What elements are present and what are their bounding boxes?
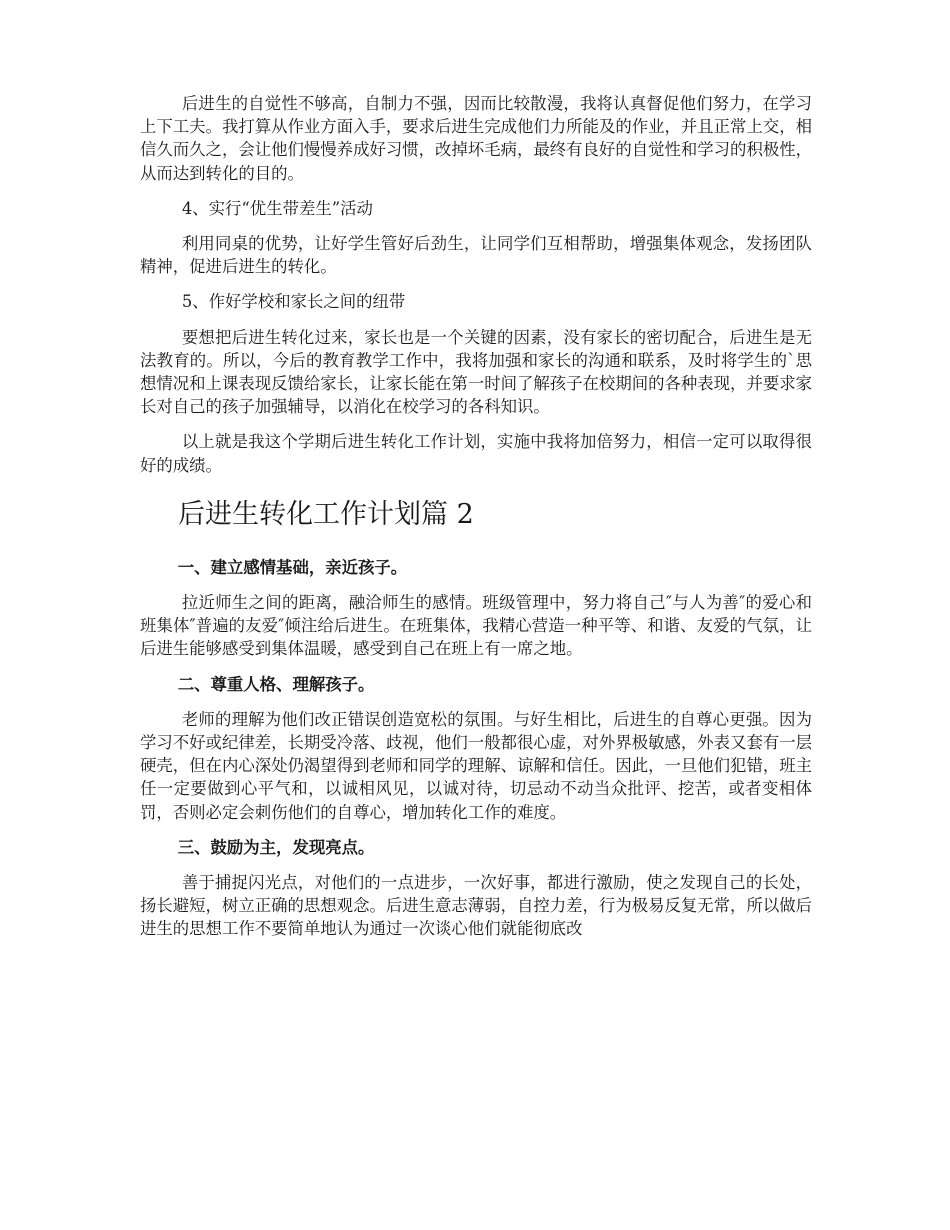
bold-heading-1: 一、建立感情基础，亲近孩子。 [177, 557, 408, 577]
paragraph-respect: 老师的理解为他们改正错误创造宽松的氛围。与好生相比，后进生的自尊心更强。因为学习不好或纪律差，长期受冷落、歧视，他们一般都很心虚，对外界极敏感，外表又套有一层硬壳，但在内心深处仍渴望得到老师和同学的理解、谅解和信任。因此，一旦他们犯错，班主任一定要做到心平气和，以诚相风见，以诚对待，切忌动不动当众批评、挖苦，或者变相体罚，否则必定会刺伤他们的自尊心，增加转化工作的难度。 [140, 709, 813, 822]
section-title-plan-2: 后进生转化工作计划篇 2 [178, 498, 474, 530]
item-heading-4: 4、实行“优生带差生”活动 [181, 198, 373, 218]
bold-heading-3: 三、鼓励为主，发现亮点。 [177, 837, 375, 857]
paragraph-emotional-basis: 拉近师生之间的距离，融洽师生的感情。班级管理中，努力将自己″与人为善″的爱心和班集体″普遍的友爱″倾注给后进生。在班集体，我精心营造一种平等、和谐、友爱的气氛，让后进生能够感受到集体温暖，感受到自己在班上有一席之地。 [140, 593, 812, 659]
paragraph-deskmate-help: 利用同桌的优势，让好学生管好后劲生，让同学们互相帮助，增强集体观念，发扬团队精神，促进后进生的转化。 [140, 234, 812, 277]
bold-heading-2: 二、尊重人格、理解孩子。 [177, 674, 375, 694]
paragraph-parents: 要想把后进生转化过来，家长也是一个关键的因素，没有家长的密切配合，后进生是无法教育的。所以，今后的教育教学工作中，我将加强和家长的沟通和联系，及时将学生的`思想情况和上课表现反馈给家长，让家长能在第一时间了解孩子在校期间的各种表现，并要求家长对自己的孩子加强辅导，以消化在校学习的各科知识。 [140, 327, 813, 417]
paragraph-self-discipline: 后进生的自觉性不够高，自制力不强，因而比较散漫，我将认真督促他们努力，在学习上下工夫。我打算从作业方面入手，要求后进生完成他们力所能及的作业，并且正常上交，相信久而久之，会让他们慢慢养成好习惯，改掉坏毛病，最终有良好的自觉性和学习的积极性，从而达到转化的目的。 [140, 94, 813, 183]
document-page [140, 92, 812, 941]
paragraph-conclusion: 以上就是我这个学期后进生转化工作计划，实施中我将加倍努力，相信一定可以取得很好的成绩。 [140, 432, 812, 475]
item-heading-5: 5、作好学校和家长之间的纽带 [181, 292, 406, 312]
paragraph-encouragement: 善于捕捉闪光点，对他们的一点进步，一次好事，都进行激励，使之发现自己的长处，扬长避短，树立正确的思想观念。后进生意志薄弱，自控力差，行为极易反复无常，所以做后进生的思想工作不要简单地认为通过一次谈心他们就能彻底改 [140, 873, 813, 939]
